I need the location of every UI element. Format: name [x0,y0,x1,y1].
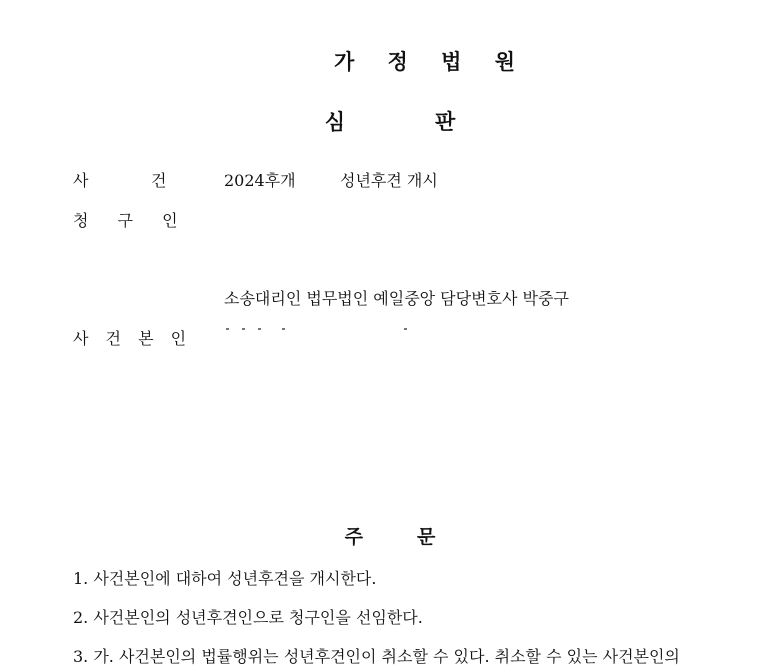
document-title-right: 판 [435,110,456,134]
legal-agent: 소송대리인 법무법인 예일중앙 담당변호사 박중구 [224,289,569,308]
order-title-right: 문 [417,526,436,548]
order-item-1: 1. 사건본인에 대하여 성년후견을 개시한다. [73,569,377,588]
court-name: 가 정 법 원 [333,50,529,74]
claimant-label: 청 구 인 [73,211,190,230]
cropped-name-text [224,324,414,338]
document-title-left: 심 [324,110,345,134]
case-number: 2024후개 [224,171,296,190]
order-item-2: 2. 사건본인의 성년후견인으로 청구인을 선임한다. [73,608,423,627]
case-name: 성년후견 개시 [340,171,438,190]
principal-label: 사 건 본 인 [73,329,193,348]
document-title [0,106,768,136]
order-item-3: 3. 가. 사건본인의 법률행위는 성년후견인이 취소할 수 있다. 취소할 수 있는 사건본인의 [73,647,680,666]
order-title-left: 주 [344,526,363,548]
case-label: 사 건 [73,171,167,190]
order-title [0,522,768,549]
